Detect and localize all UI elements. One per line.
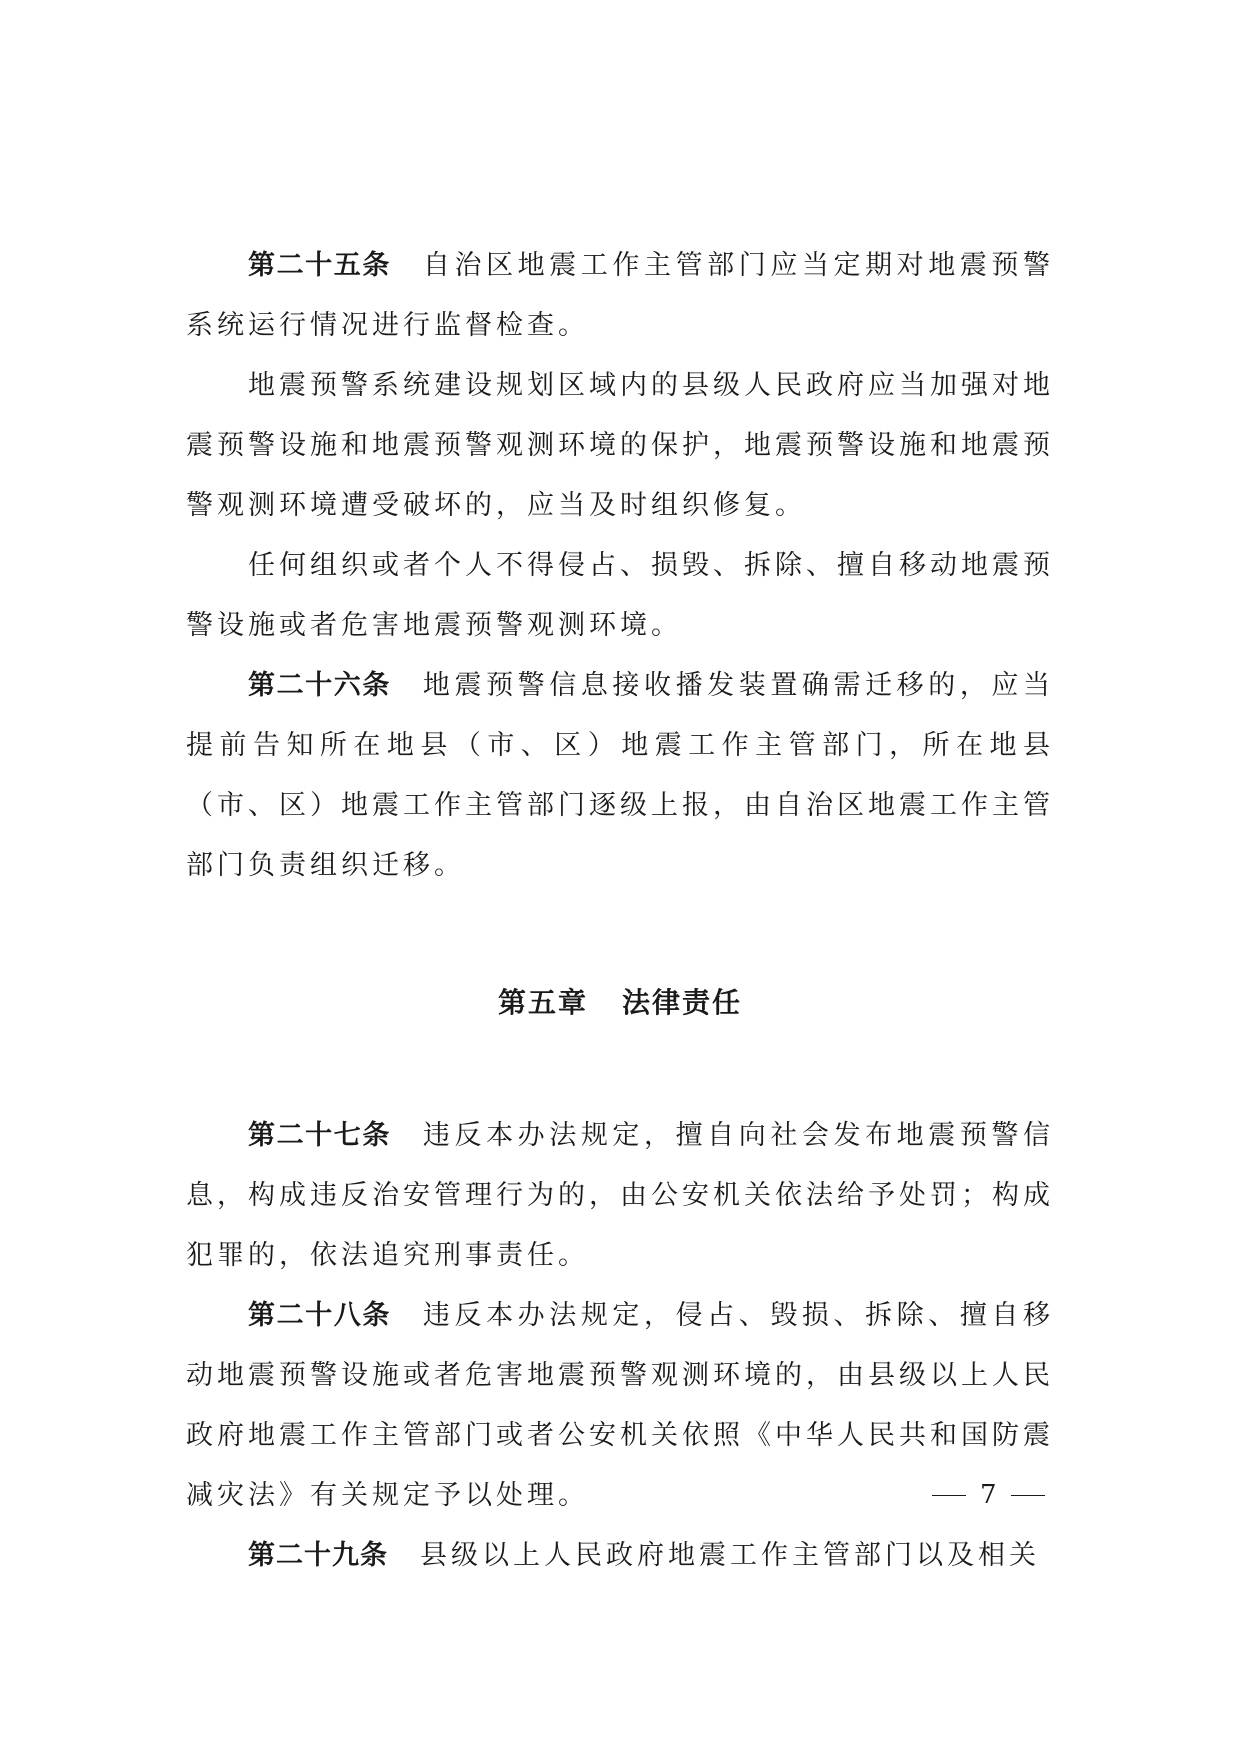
article-number: 第二十九条 — [248, 1540, 388, 1571]
paragraph-text: 地震预警系统建设规划区域内的县级人民政府应当加强对地震预警设施和地震预警观测环境的保护，地震预警设施和地震预警观测环境遭受破坏的，应当及时组织修复。 — [186, 370, 1054, 521]
article-25 — [186, 236, 1054, 356]
article-text: 违反本办法规定，擅自向社会发布地震预警信息，构成违反治安管理行为的，由公安机关依法给予处罚；构成犯罪的，依法追究刑事责任。 — [186, 1120, 1055, 1271]
article-number: 第二十五条 — [248, 250, 391, 281]
article-number: 第二十七条 — [248, 1120, 391, 1151]
article-text: 违反本办法规定，侵占、毁损、拆除、擅自移动地震预警设施或者危害地震预警观测环境的，由县级以上人民政府地震工作主管部门或者公安机关依照《中华人民共和国防震减灾法》有关规定予以处理。 — [186, 1300, 1055, 1511]
article-26 — [186, 656, 1054, 896]
chapter-title: 法律责任 — [622, 986, 743, 1019]
page-number: 7 — [980, 1480, 997, 1510]
paragraph-text: 任何组织或者个人不得侵占、损毁、拆除、擅自移动地震预警设施或者危害地震预警观测环境。 — [186, 550, 1054, 641]
document-body — [186, 236, 1054, 1586]
article-text: 县级以上人民政府地震工作主管部门以及相关 — [420, 1540, 1040, 1571]
article-number: 第二十六条 — [248, 670, 391, 701]
article-number: 第二十八条 — [248, 1300, 391, 1331]
dash-right — [1011, 1495, 1045, 1496]
article-29 — [186, 1526, 1054, 1586]
page-number-footer — [932, 1480, 1045, 1510]
article-25-paragraph-2 — [186, 356, 1054, 536]
article-text: 自治区地震工作主管部门应当定期对地震预警系统运行情况进行监督检查。 — [186, 250, 1055, 341]
chapter-number: 第五章 — [497, 986, 588, 1019]
article-28 — [186, 1286, 1054, 1526]
article-25-paragraph-3 — [186, 536, 1054, 656]
article-27 — [186, 1106, 1054, 1286]
dash-left — [932, 1495, 966, 1496]
chapter-heading — [186, 896, 1054, 1106]
article-text: 地震预警信息接收播发装置确需迁移的，应当提前告知所在地县（市、区）地震工作主管部门，所在地县（市、区）地震工作主管部门逐级上报，由自治区地震工作主管部门负责组织迁移。 — [186, 670, 1055, 881]
